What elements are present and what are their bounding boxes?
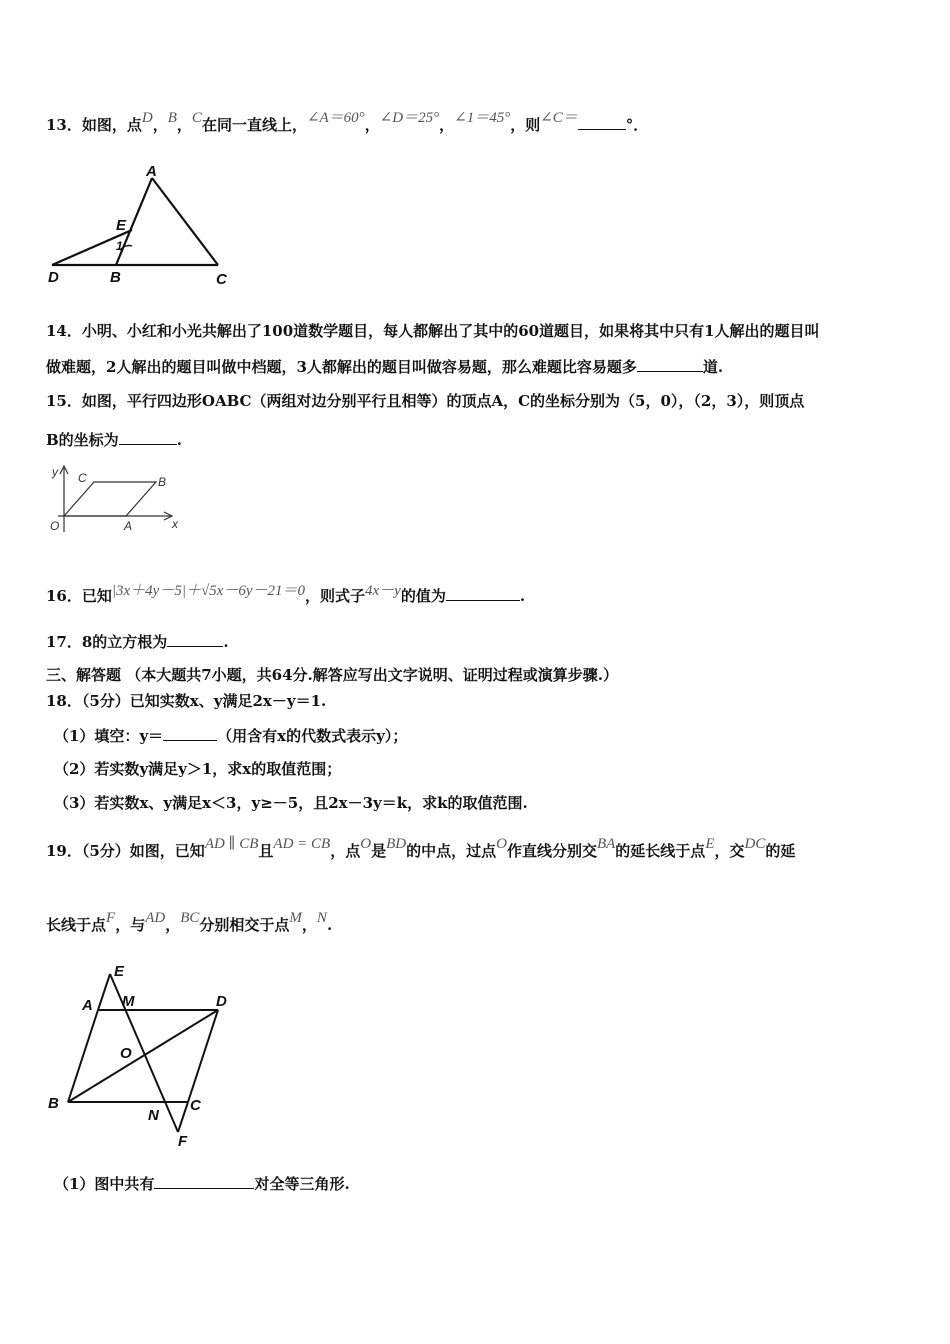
- q13-end: °．: [625, 116, 649, 134]
- q19-math: BC: [180, 910, 200, 926]
- q14-text: 做难题，2人解出的题目叫做中档题，3人都解出的题目叫做容易题，那么难题比容易题多: [46, 358, 637, 376]
- q19-text: ，与: [115, 916, 146, 934]
- q19-text: ，: [165, 916, 181, 934]
- ext-ae: [98, 974, 110, 1010]
- q17-answer-blank: [167, 630, 223, 647]
- section-heading: 三、解答题 （本大题共7小题，共64分.解答应写出文字说明、证明过程或演算步骤.）: [46, 666, 618, 684]
- parallelogram-oabc: [64, 482, 156, 516]
- q19-text: 的延长线于点: [615, 842, 706, 860]
- ext-cf: [178, 1102, 188, 1132]
- q19-math: BD: [386, 836, 407, 852]
- q13-sep: ，: [152, 116, 168, 134]
- line-ac: [152, 178, 218, 265]
- label-c: C: [190, 1097, 201, 1114]
- q19-math: O: [360, 836, 372, 852]
- q19-text: （1）图中共有: [54, 1175, 155, 1193]
- q19-math: N: [316, 910, 327, 926]
- q13-sep: ，: [364, 116, 380, 134]
- q19-line2: [46, 910, 333, 937]
- q19-text: ，交: [714, 842, 745, 860]
- q15-text: B的坐标为: [46, 431, 119, 449]
- q16-equation: |3x＋4y－5|＋√5x－6y－21＝0: [111, 583, 305, 599]
- label-x: x: [172, 517, 178, 531]
- q16-expression: 4x－y: [365, 583, 401, 599]
- q19-part1: [54, 1172, 350, 1195]
- q13-figure: [40, 160, 250, 290]
- q16-text: 的值为: [400, 587, 446, 605]
- label-m: M: [122, 993, 135, 1010]
- q15-end: .: [176, 431, 182, 449]
- q13-angle-d: ∠D＝25°: [379, 110, 440, 126]
- label-f: F: [178, 1133, 188, 1150]
- q18-part2: （2）若实数y满足y＞1，求x的取值范围；: [54, 760, 342, 778]
- label-d: D: [216, 993, 227, 1010]
- q13-answer-blank: [578, 113, 626, 130]
- q19-text: 19．（5分）如图，已知: [46, 842, 205, 860]
- q19-math: AD: [145, 910, 166, 926]
- q14-line1: 14．小明、小红和小光共解出了100道数学题目，每人都解出了其中的60道题目，如果将其中只有1人解出的题目叫: [46, 322, 820, 340]
- q19-math: F: [106, 910, 116, 926]
- q18-part1: [54, 724, 407, 747]
- q13-angle-1: ∠1＝45°: [454, 110, 511, 126]
- q19-text: ，: [301, 916, 317, 934]
- q15-figure: [44, 462, 194, 538]
- q13-point-d: D: [141, 110, 153, 126]
- q15-line2: [46, 428, 182, 451]
- q18-title: 18．（5分）已知实数x、y满足2x－y＝1.: [46, 692, 327, 710]
- q13-sep: ，: [439, 116, 455, 134]
- q18-answer-blank: [163, 724, 217, 741]
- q19-text: 长线于点: [46, 916, 107, 934]
- q19-text: ，点: [330, 842, 361, 860]
- q15-line1: 15．如图，平行四边形OABC（两组对边分别平行且相等）的顶点A，C的坐标分别为（5，0），（2，3），则顶点: [46, 392, 805, 410]
- label-e: E: [114, 963, 125, 980]
- q16-text: ，则式子: [305, 587, 366, 605]
- q13-text: ，则: [510, 116, 541, 134]
- label-o: O: [120, 1045, 132, 1062]
- q13-line: [46, 110, 649, 137]
- label-a: A: [82, 997, 93, 1014]
- q19-math: AD = CB: [273, 836, 331, 852]
- q19-text: 作直线分别交: [506, 842, 597, 860]
- q19-text: 且: [258, 842, 274, 860]
- q14-end: 道.: [702, 358, 724, 376]
- q19-line1: [46, 836, 796, 863]
- q19-math: O: [496, 836, 507, 852]
- label-e: E: [116, 217, 127, 234]
- line-dc: [188, 1010, 218, 1102]
- q19-math: E: [705, 836, 715, 852]
- q13-text: 在同一直线上，: [201, 116, 307, 134]
- q18-text: （用含有x的代数式表示y）；: [217, 727, 408, 745]
- label-a: A: [146, 163, 157, 180]
- label-b: B: [110, 269, 121, 286]
- q19-math: AD ∥ CB: [204, 836, 259, 852]
- q16-end: .: [519, 587, 526, 605]
- label-a: A: [124, 519, 133, 533]
- label-c: C: [216, 271, 227, 288]
- label-y: y: [52, 465, 58, 479]
- q19-math: DC: [744, 836, 766, 852]
- q13-text: 13．如图，点: [46, 116, 142, 134]
- q19-math: M: [289, 910, 302, 926]
- q16-answer-blank: [446, 584, 520, 601]
- line-ab: [68, 1010, 98, 1102]
- q13-angle-a: ∠A＝60°: [306, 110, 365, 126]
- q15-answer-blank: [119, 428, 177, 445]
- q19-figure: [40, 962, 250, 1152]
- diagonal-bd: [68, 1010, 218, 1102]
- q17-text: 17．8的立方根为: [46, 633, 168, 651]
- q13-point-b: B: [167, 110, 177, 126]
- q14-line2: [46, 355, 723, 378]
- q16-line: [46, 584, 525, 608]
- label-o: O: [50, 519, 60, 533]
- q19-answer-blank: [154, 1172, 254, 1189]
- q19-text: 对全等三角形.: [254, 1175, 350, 1193]
- q19-text: 的延: [765, 842, 796, 860]
- q19-text: .: [326, 916, 333, 934]
- q13-angle-c: ∠C＝: [540, 110, 578, 126]
- q19-text: 是: [371, 842, 387, 860]
- q18-text: （1）填空：y＝: [54, 727, 164, 745]
- q17-line: [46, 630, 229, 653]
- q14-answer-blank: [637, 355, 703, 372]
- q19-text: 的中点，过点: [406, 842, 497, 860]
- label-b: B: [48, 1095, 59, 1112]
- q18-part3: （3）若实数x、y满足x＜3，y≥－5，且2x－3y＝k，求k的取值范围.: [54, 794, 528, 812]
- label-n: N: [148, 1107, 159, 1124]
- label-1: 1: [116, 239, 123, 253]
- q16-text: 16．已知: [46, 587, 112, 605]
- q19-text: 分别相交于点: [199, 916, 290, 934]
- q13-point-c: C: [191, 110, 202, 126]
- label-d: D: [48, 269, 59, 286]
- q19-math: BA: [596, 836, 616, 852]
- label-b: B: [158, 475, 167, 489]
- q17-end: .: [223, 633, 229, 651]
- q13-sep: ，: [176, 116, 192, 134]
- label-c: C: [78, 471, 87, 485]
